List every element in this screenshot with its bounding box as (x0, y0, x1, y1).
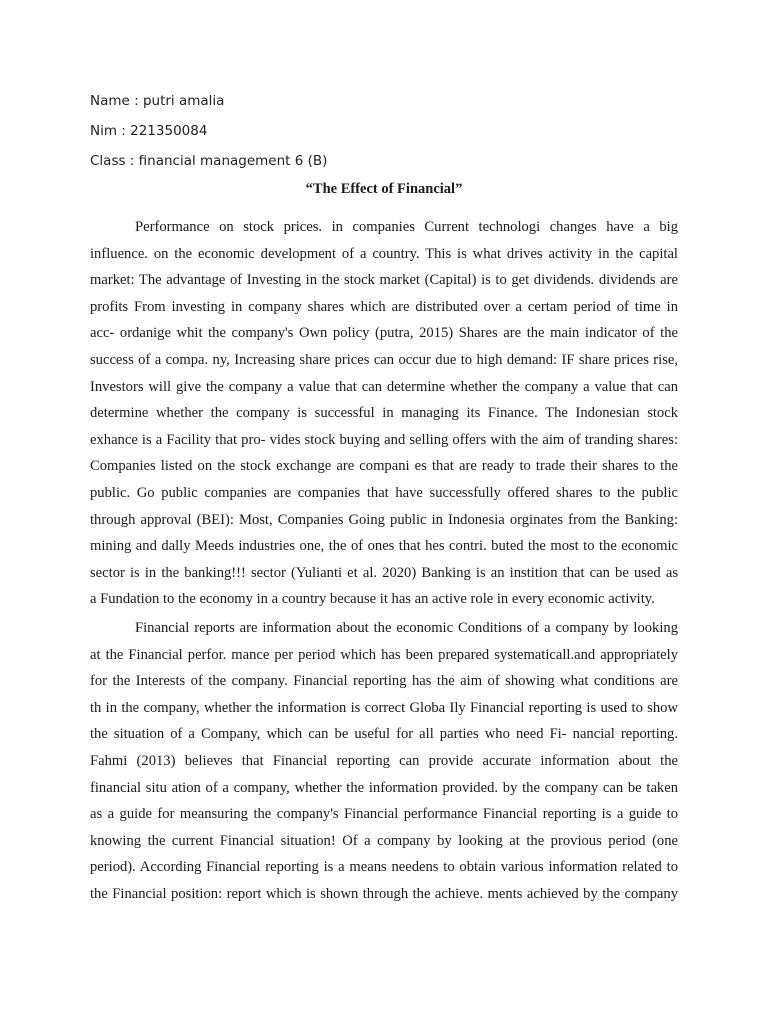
paragraph-line: sector is in the banking!!! sector (Yulianti et al. 2020) Banking is an instition that can be used as (90, 564, 678, 581)
paragraph-line: determine whether the company is successful in managing its Finance. The Indonesian stock (90, 405, 678, 422)
paragraph-line: market: The advantage of Investing in the stock market (Capital) is to get dividends. dividends are (90, 272, 678, 289)
paragraph-line: as a guide for meansuring the company's Financial performance Financial reporting is a guide to (90, 806, 678, 823)
paragraph-line: period). According Financial reporting is a means needens to obtain various information related to (90, 859, 678, 876)
paragraph-2 (90, 615, 678, 908)
paragraph-line: public. Go public companies are companies that have successfully offered shares to the public (90, 484, 678, 501)
document-title: “The Effect of Financial” (305, 181, 463, 197)
paragraph-line: financial situ ation of a company, whether the information provided. by the company can be taken (90, 779, 678, 796)
student-name-line: Name : putri amalia (90, 93, 225, 109)
paragraph-1 (90, 214, 678, 613)
paragraph-line: Performance on stock prices. in companies Current technologi changes have a big (135, 219, 678, 235)
paragraph-line: acc- ordanige whit the company's Own policy (putra, 2015) Shares are the main indicator of the (90, 325, 678, 342)
paragraph-line: through approval (BEI): Most, Companies Going public in Indonesia orginates from the Banking: (90, 511, 678, 528)
paragraph-line: at the Financial perfor. mance per period which has been prepared systematicall.and appropriately (90, 646, 678, 663)
paragraph-line: knowing the current Financial situationǃ Of a company by looking at the provious period (one (90, 832, 678, 849)
paragraph-line: Companies listed on the stock exchange are compani es that are ready to trade their shares to the (90, 458, 678, 475)
paragraph-line: the Financial position: report which is shown through the achieve. ments achieved by the company (90, 885, 678, 902)
paragraph-line: the situation of a Company, which can be useful for all parties who need Fi- nancial reporting. (90, 726, 678, 743)
paragraph-line: Investors will give the company a value that can determine whether the company a value that can (90, 378, 678, 395)
paragraph-line: for the Interests of the company. Financial reporting has the aim of showing what conditions are (90, 673, 678, 690)
paragraph-line: th in the company, whether the information is correct Globa Ily Financial reporting is used to show (90, 699, 678, 716)
paragraph-line: exhance is a Facility that pro- vides stock buying and selling offers with the aim of tranding shares: (90, 431, 678, 448)
paragraph-line: a Fundation to the economy in a country because it has an active role in every economic activity. (90, 591, 655, 608)
student-class-line: Class : financial management 6 (B) (90, 153, 328, 169)
student-nim-line: Nim : 221350084 (90, 123, 208, 139)
paragraph-line: influence. on the economic development of a country. This is what drives activity in the capital (90, 245, 678, 262)
paragraph-line: Fahmi (2013) believes that Financial reporting can provide accurate information about the (90, 752, 678, 769)
paragraph-line: mining and dally Meeds industries one, the of ones that hes contri. buted the most to the economic (90, 538, 678, 555)
paragraph-line: success of a compa. ny, Increasing share prices can occur due to high demand: IF share prices rise, (90, 351, 678, 368)
paragraph-line: Financial reports are information about the economic Conditions of a company by looking (135, 620, 678, 636)
paragraph-line: profits From investing in company shares which are distributed over a certam period of time in (90, 298, 678, 315)
